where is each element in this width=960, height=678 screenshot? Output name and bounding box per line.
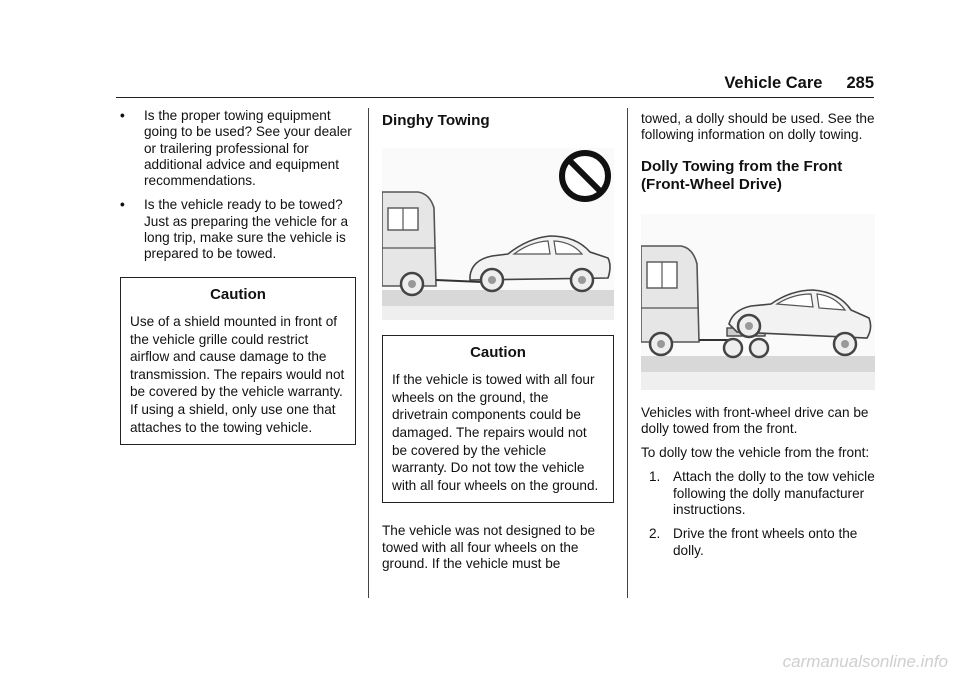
dinghy-towing-illustration <box>382 148 614 320</box>
caution-text: Use of a shield mounted in front of the vehicle grille could restrict airflow and cause damage to the transmission. The repairs would not be covered by the vehicle warranty. If using a shield, only use one that attaches to the towing vehicle. <box>130 313 345 435</box>
watermark: carmanualsonline.info <box>782 652 948 671</box>
caution-box <box>382 335 614 503</box>
bullet-mark: • <box>120 197 125 213</box>
column-divider <box>368 108 369 598</box>
caution-text: If the vehicle is towed with all four wheels on the ground, the drivetrain components could be damaged. The repairs would not be covered by the vehicle warranty. Do not tow the vehicle with all four wheels on the ground. <box>392 372 599 493</box>
dolly-towing-illustration <box>641 214 875 390</box>
step-text: Drive the front wheels onto the dolly. <box>673 526 858 558</box>
section-heading: Dolly Towing from the Front (Front-Wheel Drive) <box>641 157 843 193</box>
bullet-text: Is the proper towing equipment going to be used? See your dealer or trailering professional for additional advice and equipment recommendations. <box>144 108 352 189</box>
page-header <box>724 74 874 93</box>
column-divider <box>627 108 628 598</box>
body-paragraph: The vehicle was not designed to be towed with all four wheels on the ground. If the vehicle must be <box>382 523 596 572</box>
step-item <box>641 526 875 559</box>
section-title: Vehicle Care <box>724 74 823 92</box>
step-number: 2. <box>649 526 661 542</box>
header-rule <box>116 97 874 98</box>
bullet-mark: • <box>120 108 125 123</box>
step-item <box>641 469 875 518</box>
column-2 <box>382 108 614 580</box>
column-3 <box>641 108 875 567</box>
body-paragraph: Vehicles with front-wheel drive can be dolly towed from the front. <box>641 404 869 436</box>
section-heading: Dinghy Towing <box>382 112 490 129</box>
column-1 <box>120 108 356 445</box>
bullet-item <box>120 197 356 262</box>
step-text: Attach the dolly to the tow vehicle following the dolly manufacturer instructions. <box>673 469 875 518</box>
page-number: 285 <box>846 74 874 92</box>
caution-title: Caution <box>210 285 266 303</box>
bullet-item <box>120 108 356 189</box>
body-paragraph: towed, a dolly should be used. See the following information on dolly towing. <box>641 111 875 143</box>
caution-box <box>120 277 356 445</box>
step-number: 1. <box>649 469 661 485</box>
caution-title: Caution <box>470 344 526 361</box>
body-paragraph: To dolly tow the vehicle from the front: <box>641 445 870 461</box>
bullet-text: Is the vehicle ready to be towed? Just as preparing the vehicle for a long trip, make sure the vehicle is prepared to be towed. <box>144 197 349 262</box>
